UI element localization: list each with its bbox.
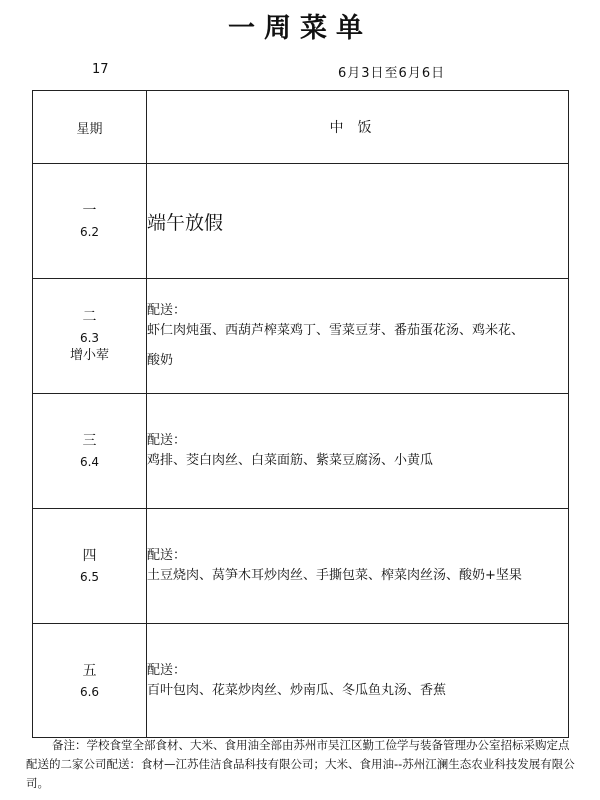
dish-list: 百叶包肉、花菜炒肉丝、炒南瓜、冬瓜鱼丸汤、香蕉 [147, 682, 447, 698]
day-name: 三 [82, 433, 97, 449]
table-row [33, 164, 569, 279]
table-row [33, 394, 569, 509]
footnote: 备注：学校食堂全部食材、大米、食用油全部由苏州市吴江区勤工俭学与装备管理办公室招标采购定点配送的二家公司配送：食材—江苏佳洁食品科技有限公司；大米、食用油--苏州江澜生态农业科技发展有限公司。 [26, 738, 575, 790]
day-cell-fri [33, 624, 147, 738]
delivery-label: 配送： [147, 548, 187, 563]
meal-cell [147, 279, 569, 394]
day-name: 一 [82, 203, 97, 219]
table-row [33, 624, 569, 738]
meal-cell [147, 394, 569, 509]
day-cell-tue [33, 279, 147, 394]
day-cell-mon [33, 164, 147, 279]
day-cell-wed [33, 394, 147, 509]
menu-table [32, 90, 569, 738]
table-row [33, 279, 569, 394]
page-title: 一周菜单 [228, 13, 372, 44]
day-name: 二 [82, 309, 97, 325]
dish-list: 土豆烧肉、莴笋木耳炒肉丝、手撕包菜、榨菜肉丝汤、酸奶+坚果 [147, 568, 522, 583]
dish-list: 鸡排、茭白肉丝、白菜面筋、紫菜豆腐汤、小黄瓜 [147, 453, 434, 468]
delivery-label: 配送： [147, 433, 187, 448]
dish-list-continued: 酸奶 [147, 353, 174, 368]
meal-cell [147, 509, 569, 624]
table-header-row [33, 91, 569, 164]
table-row [33, 509, 569, 624]
dish-list: 虾仁肉炖蛋、西葫芦榨菜鸡丁、雪菜豆芽、番茄蛋花汤、鸡米花、 [147, 323, 525, 338]
week-number: 17 [92, 62, 109, 77]
delivery-label: 配送： [147, 303, 187, 318]
day-date: 6.2 [79, 225, 100, 239]
day-cell-thu [33, 509, 147, 624]
meal-cell [147, 624, 569, 738]
day-date: 6.4 [79, 455, 100, 469]
day-date: 6.5 [79, 570, 100, 584]
delivery-label: 配送： [147, 662, 187, 678]
header-day-cell: 星期 [33, 91, 147, 164]
holiday-cell: 端午放假 [147, 164, 569, 279]
day-date: 6.6 [79, 684, 100, 699]
day-extra-note: 增小荤 [69, 348, 109, 363]
day-name: 四 [82, 548, 97, 564]
day-name: 五 [82, 662, 97, 679]
header-meal-cell: 中饭 [147, 91, 569, 164]
date-range: 6月3日至6月6日 [338, 66, 446, 81]
day-date: 6.3 [79, 331, 100, 345]
